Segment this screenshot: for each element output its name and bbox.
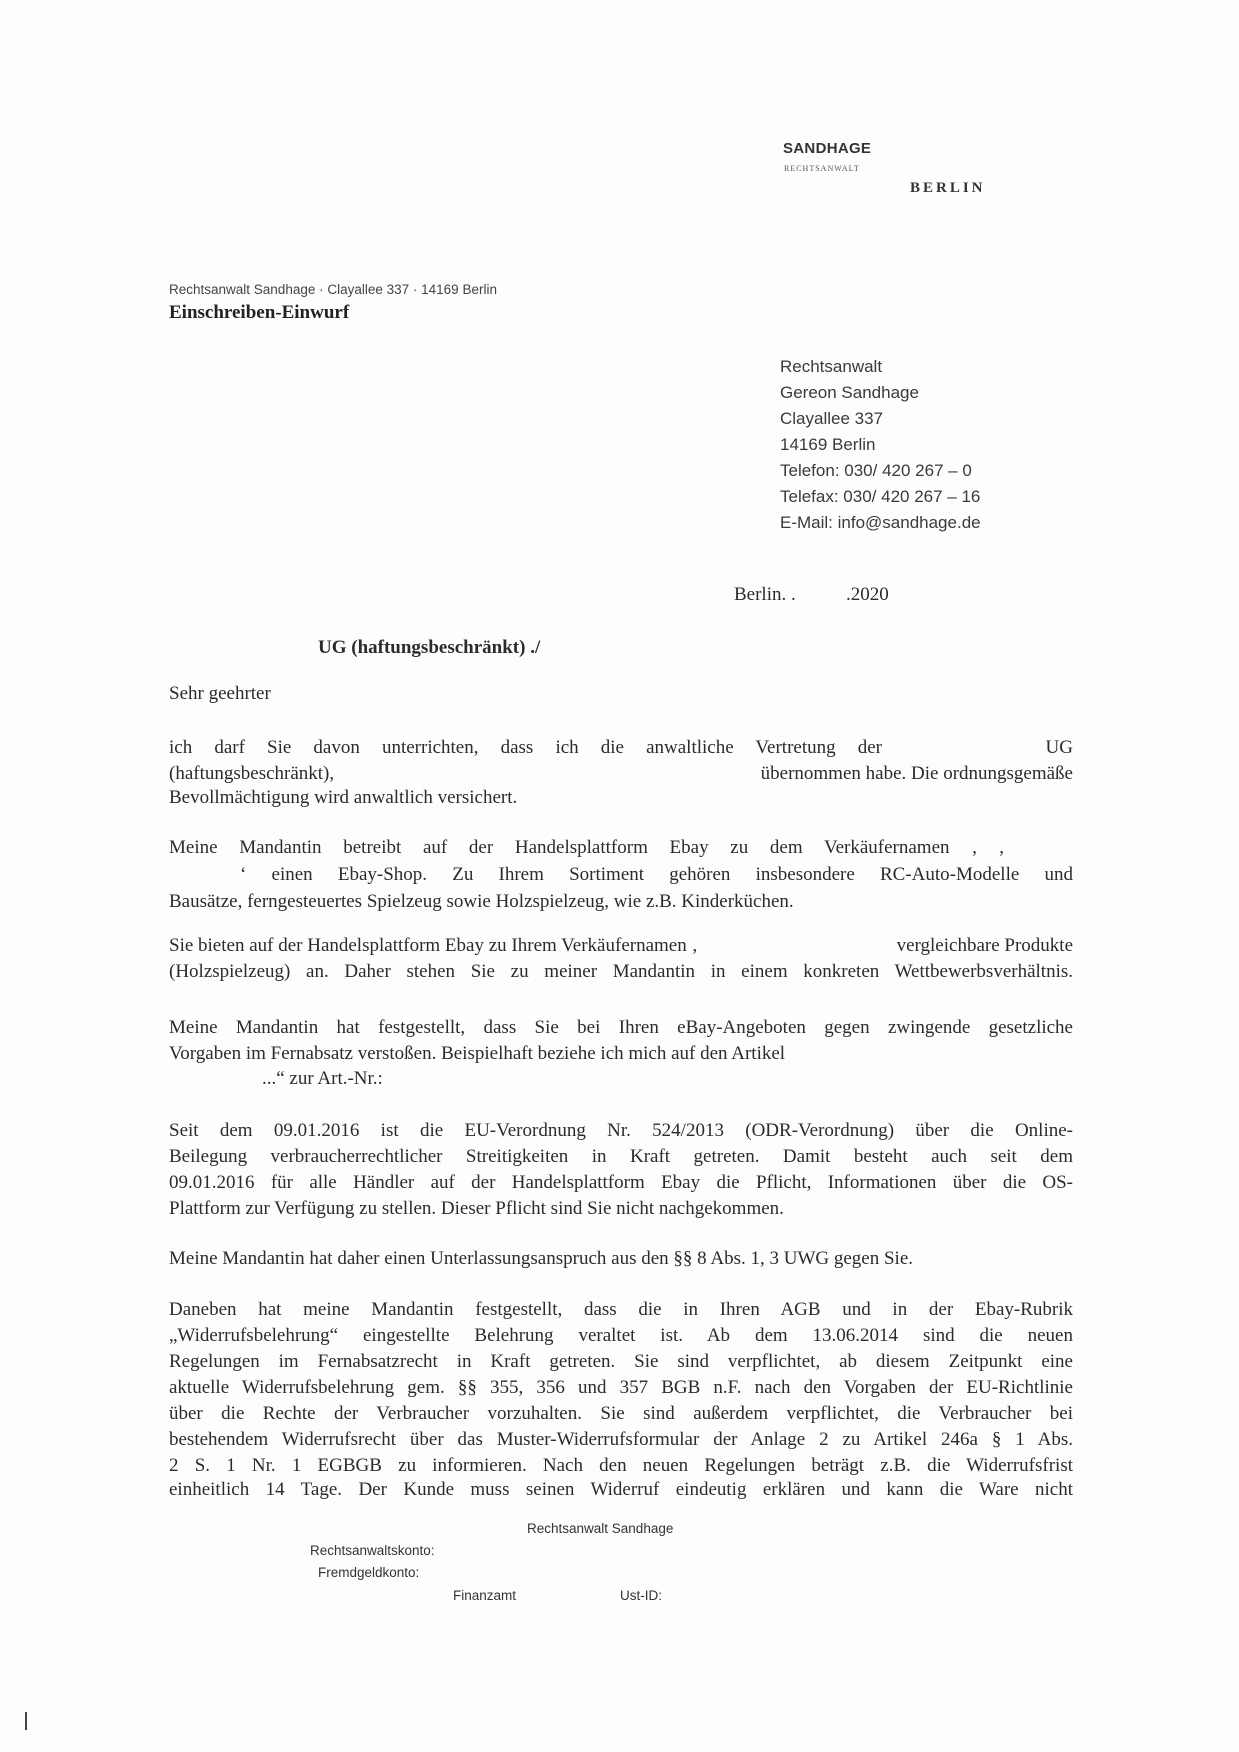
footer-escrow-account: Fremdgeldkonto:: [318, 1565, 420, 1580]
sender-fax: Telefax: 030/ 420 267 – 16: [780, 487, 981, 506]
body-line: [169, 735, 1073, 761]
delivery-type: Einschreiben-Einwurf: [169, 302, 350, 323]
sender-line: Clayallee 337: [780, 409, 884, 428]
body-line: Vorgaben im Fernabsatz verstoßen. Beispielhaft beziehe ich mich auf den Artikel: [169, 1043, 786, 1064]
body-line: Daneben hat meine Mandantin festgestellt, dass die in Ihren AGB und in der Ebay-Rubrik: [169, 1299, 1073, 1320]
date-place: Berlin. .: [734, 584, 796, 605]
letterhead-name: SANDHAGE: [783, 140, 872, 157]
body-line: [169, 933, 1073, 959]
body-line: Meine Mandantin betreibt auf der Handelsplattform Ebay zu dem Verkäufernamen ‚ ,: [169, 837, 1004, 858]
sender-email: E-Mail: info@sandhage.de: [780, 513, 981, 532]
footer-account: Rechtsanwaltskonto:: [310, 1543, 435, 1558]
body-line: Bevollmächtigung wird anwaltlich versichert.: [169, 787, 518, 808]
body-line: Seit dem 09.01.2016 ist die EU-Verordnung Nr. 524/2013 (ODR-Verordnung) über die Online-: [169, 1120, 1073, 1141]
body-text: übernommen habe. Die ordnungsgemäße: [760, 763, 1073, 784]
body-line: einheitlich 14 Tage. Der Kunde muss seinen Widerruf eindeutig erklären und kann die Ware nicht: [169, 1479, 1073, 1500]
body-line: 2 S. 1 Nr. 1 EGBGB zu informieren. Nach den neuen Regelungen beträgt z.B. die Widerrufsfrist: [169, 1455, 1073, 1476]
body-line: bestehendem Widerrufsrecht über das Muster-Widerrufsformular der Anlage 2 zu Artikel 246a § 1 Abs.: [169, 1429, 1073, 1450]
body-line: Meine Mandantin hat festgestellt, dass Sie bei Ihren eBay-Angeboten gegen zwingende gesetzliche: [169, 1017, 1073, 1038]
letterhead-city: BERLIN: [910, 180, 986, 196]
body-line: über die Rechte der Verbraucher vorzuhalten. Sie sind außerdem verpflichtet, die Verbraucher bei: [169, 1403, 1073, 1424]
body-text: (haftungsbeschränkt),: [169, 763, 335, 784]
body-text: Sie bieten auf der Handelsplattform Ebay zu Ihrem Verkäufernamen ‚: [169, 935, 698, 956]
return-address: Rechtsanwalt Sandhage · Clayallee 337 · 14169 Berlin: [169, 282, 497, 297]
body-line: aktuelle Widerrufsbelehrung gem. §§ 355, 356 und 357 BGB n.F. nach den Vorgaben der EU-Richtlinie: [169, 1377, 1073, 1398]
letterhead-subtitle: RECHTSANWALT: [784, 164, 860, 173]
footer-vat-id: Ust-ID:: [620, 1588, 662, 1603]
body-text: ich darf Sie davon unterrichten, dass ich die anwaltliche Vertretung der: [169, 737, 882, 758]
body-line: ‘ einen Ebay-Shop. Zu Ihrem Sortiment gehören insbesondere RC-Auto-Modelle und: [240, 864, 1073, 885]
scan-mark: [25, 1712, 27, 1730]
footer-firm: Rechtsanwalt Sandhage: [527, 1521, 674, 1536]
body-text: UG: [1045, 737, 1073, 758]
body-line: Bausätze, ferngesteuertes Spielzeug sowie Holzspielzeug, wie z.B. Kinderküchen.: [169, 891, 794, 912]
body-line: „Widerrufsbelehrung“ eingestellte Belehrung veraltet ist. Ab dem 13.06.2014 sind die neuen: [169, 1325, 1073, 1346]
footer-tax-office: Finanzamt: [453, 1588, 517, 1603]
salutation: Sehr geehrter: [169, 683, 271, 704]
body-line: Beilegung verbraucherrechtlicher Streitigkeiten in Kraft getreten. Damit besteht auch seit dem: [169, 1146, 1073, 1167]
body-line: [169, 761, 1073, 787]
body-line: 09.01.2016 für alle Händler auf der Handelsplattform Ebay die Pflicht, Informationen über die OS-: [169, 1172, 1073, 1193]
sender-line: Rechtsanwalt: [780, 357, 883, 376]
body-line: Meine Mandantin hat daher einen Unterlassungsanspruch aus den §§ 8 Abs. 1, 3 UWG gegen Sie.: [169, 1248, 913, 1269]
body-line: (Holzspielzeug) an. Daher stehen Sie zu meiner Mandantin in einem konkreten Wettbewerbsverhältnis.: [169, 961, 1073, 982]
sender-line: Gereon Sandhage: [780, 383, 919, 402]
body-text: vergleichbare Produkte: [896, 935, 1073, 956]
sender-phone: Telefon: 030/ 420 267 – 0: [780, 461, 972, 480]
body-line: ...“ zur Art.-Nr.:: [262, 1068, 383, 1089]
subject-line: UG (haftungsbeschränkt) ./: [318, 637, 541, 658]
body-line: Plattform zur Verfügung zu stellen. Dieser Pflicht sind Sie nicht nachgekommen.: [169, 1198, 784, 1219]
body-line: Regelungen im Fernabsatzrecht in Kraft getreten. Sie sind verpflichtet, ab diesem Zeitpunkt eine: [169, 1351, 1073, 1372]
sender-address-block: [780, 354, 981, 536]
sender-line: 14169 Berlin: [780, 435, 876, 454]
date-year: .2020: [846, 584, 889, 605]
